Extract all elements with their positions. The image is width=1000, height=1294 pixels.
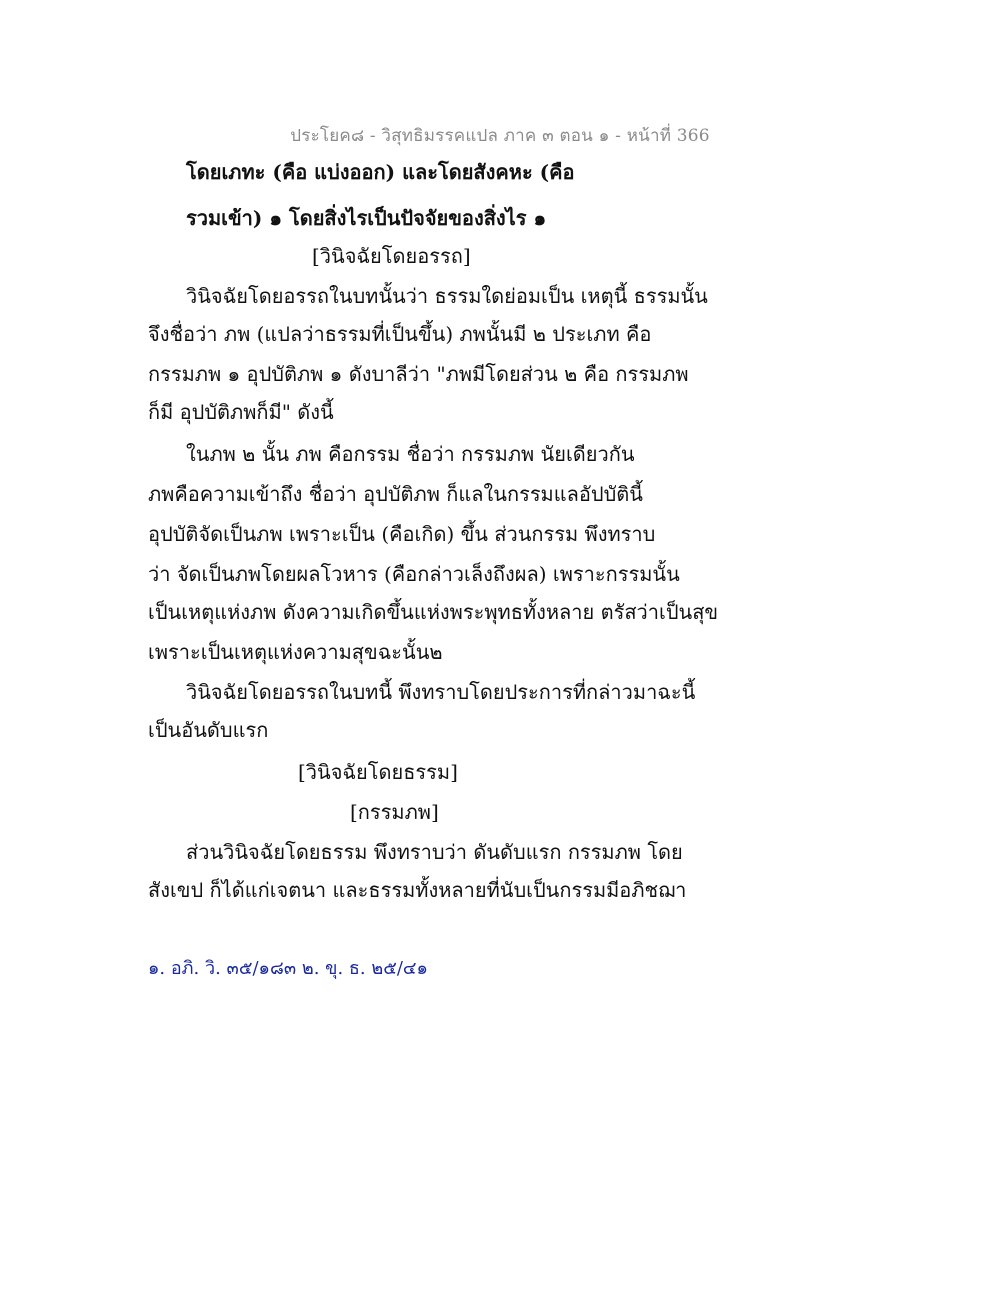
paragraph-3-line-2: เป็นอันดับแรก (148, 718, 269, 742)
paragraph-2-line-5: เป็นเหตุแห่งภพ ดังความเกิดขึ้นแห่งพระพุทธทั้งหลาย ตรัสว่าเป็นสุข (148, 600, 719, 624)
footnote: ๑. อภิ. วิ. ๓๕/๑๘๓ ๒. ขุ. ธ. ๒๕/๔๑ (148, 958, 428, 979)
paragraph-2-line-3: อุปบัติจัดเป็นภพ เพราะเป็น (คือเกิด) ขึ้น ส่วนกรรม พึงทราบ (148, 522, 656, 546)
paragraph-2-line-4: ว่า จัดเป็นภพโดยผลโวหาร (คือกล่าวเล็งถึงผล) เพราะกรรมนั้น (148, 562, 680, 586)
paragraph-3-line-1: วินิจฉัยโดยอรรถในบทนี้ พึงทราบโดยประการที่กล่าวมาฉะนี้ (186, 680, 696, 704)
section-heading-meaning: [วินิจฉัยโดยอรรถ] (312, 244, 471, 268)
running-header (0, 122, 1000, 149)
paragraph-1-line-4: ก็มี อุปบัติภพก็มี" ดังนี้ (148, 400, 334, 424)
section-heading-kammabhava: [กรรมภพ] (350, 800, 439, 824)
paragraph-1-line-3: กรรมภพ ๑ อุปบัติภพ ๑ ดังบาลีว่า "ภพมีโดยส่วน ๒ คือ กรรมภพ (148, 362, 689, 386)
running-title: ประโยค๘ - วิสุทธิมรรคแปล ภาค ๓ ตอน ๑ - หน้าที่ 366 (290, 126, 710, 146)
intro-line-1: โดยเภทะ (คือ แบ่งออก) และโดยสังคหะ (คือ (186, 160, 575, 184)
paragraph-2-line-2: ภพคือความเข้าถึง ชื่อว่า อุปบัติภพ ก็แลในกรรมแลอัปบัตินี้ (148, 482, 643, 506)
paragraph-2-line-1: ในภพ ๒ นั้น ภพ คือกรรม ชื่อว่า กรรมภพ นัยเดียวกัน (186, 442, 635, 466)
paragraph-4-line-2: สังเขป ก็ได้แก่เจตนา และธรรมทั้งหลายที่นับเป็นกรรมมีอภิชฌา (148, 878, 687, 902)
paragraph-1-line-2: จึงชื่อว่า ภพ (แปลว่าธรรมที่เป็นขึ้น) ภพนั้นมี ๒ ประเภท คือ (148, 322, 652, 346)
paragraph-1-line-1: วินิจฉัยโดยอรรถในบทนั้นว่า ธรรมใดย่อมเป็น เหตุนี้ ธรรมนั้น (186, 284, 708, 308)
intro-line-2: รวมเข้า) ๑ โดยสิ่งไรเป็นปัจจัยของสิ่งไร ๑ (186, 206, 547, 230)
paragraph-4-line-1: ส่วนวินิจฉัยโดยธรรม พึงทราบว่า ดันดับแรก กรรมภพ โดย (186, 840, 683, 864)
section-heading-dhamma: [วินิจฉัยโดยธรรม] (298, 760, 458, 784)
paragraph-2-line-6: เพราะเป็นเหตุแห่งความสุขฉะนั้น๒ (148, 640, 443, 664)
